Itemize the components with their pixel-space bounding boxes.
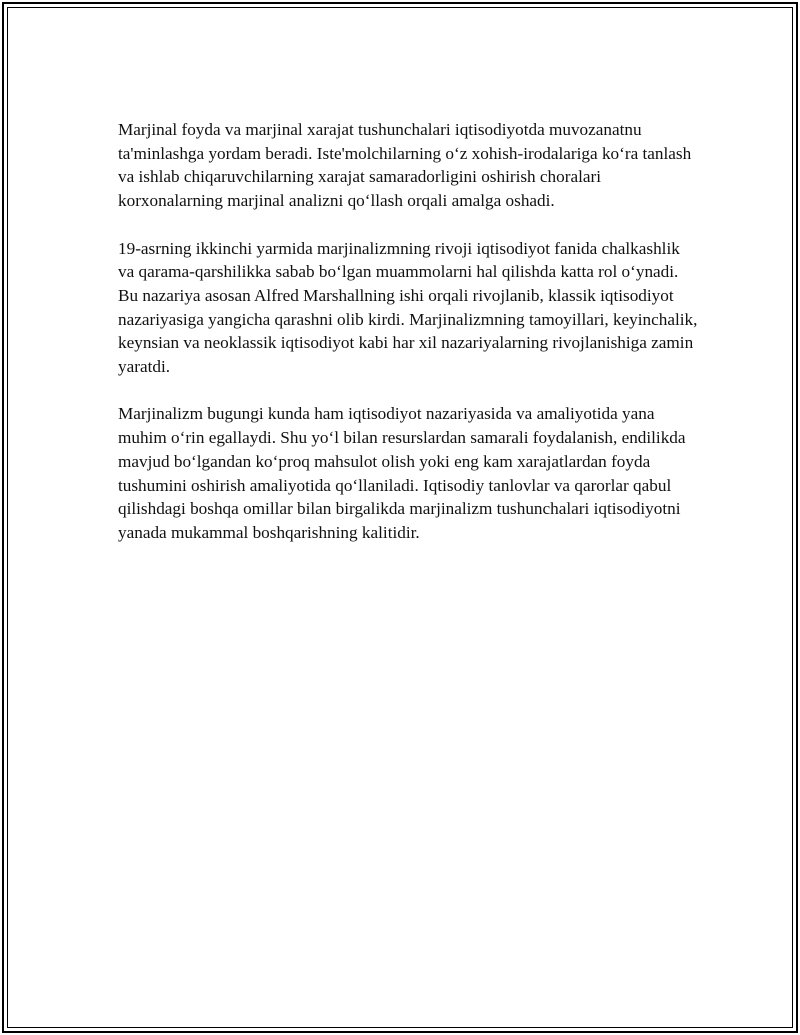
document-body (118, 118, 698, 568)
paragraph-3: Marjinalizm bugungi kunda ham iqtisodiyot nazariyasida va amaliyotida yana muhim o‘rin egallaydi. Shu yo‘l bilan resurslardan samarali foydalanish, endilikda mavjud bo‘lgandan ko‘proq mahsulot olish yoki eng kam xarajatlardan foyda tushumini oshirish amaliyotida qo‘llaniladi. Iqtisodiy tanlovlar va qarorlar qabul qilishdagi boshqa omillar bilan birgalikda marjinalizm tushunchalari iqtisodiyotni yanada mukammal boshqarishning kalitidir. (118, 404, 686, 542)
paragraph-2: 19-asrning ikkinchi yarmida marjinalizmning rivoji iqtisodiyot fanida chalkashlik va qarama-qarshilikka sabab bo‘lgan muammolarni hal qilishda katta rol o‘ynadi. Bu nazariya asosan Alfred Marshallning ishi orqali rivojlanib, klassik iqtisodiyot nazariyasiga yangicha qarashni olib kirdi. Marjinalizmning tamoyillari, keyinchalik, keynsian va neoklassik iqtisodiyot kabi har xil nazariyalarning rivojlanishiga zamin yaratdi. (118, 238, 698, 377)
paragraph-1: Marjinal foyda va marjinal xarajat tushunchalari iqtisodiyotda muvozanatnu ta'minlashga yordam beradi. Iste'molchilarning o‘z xohish-irodalariga ko‘ra tanlash va ishlab chiqaruvchilarning xarajat samaradorligini oshirish choralari korxonalarning marjinal analizni qo‘llash orqali amalga oshadi. (118, 120, 692, 211)
